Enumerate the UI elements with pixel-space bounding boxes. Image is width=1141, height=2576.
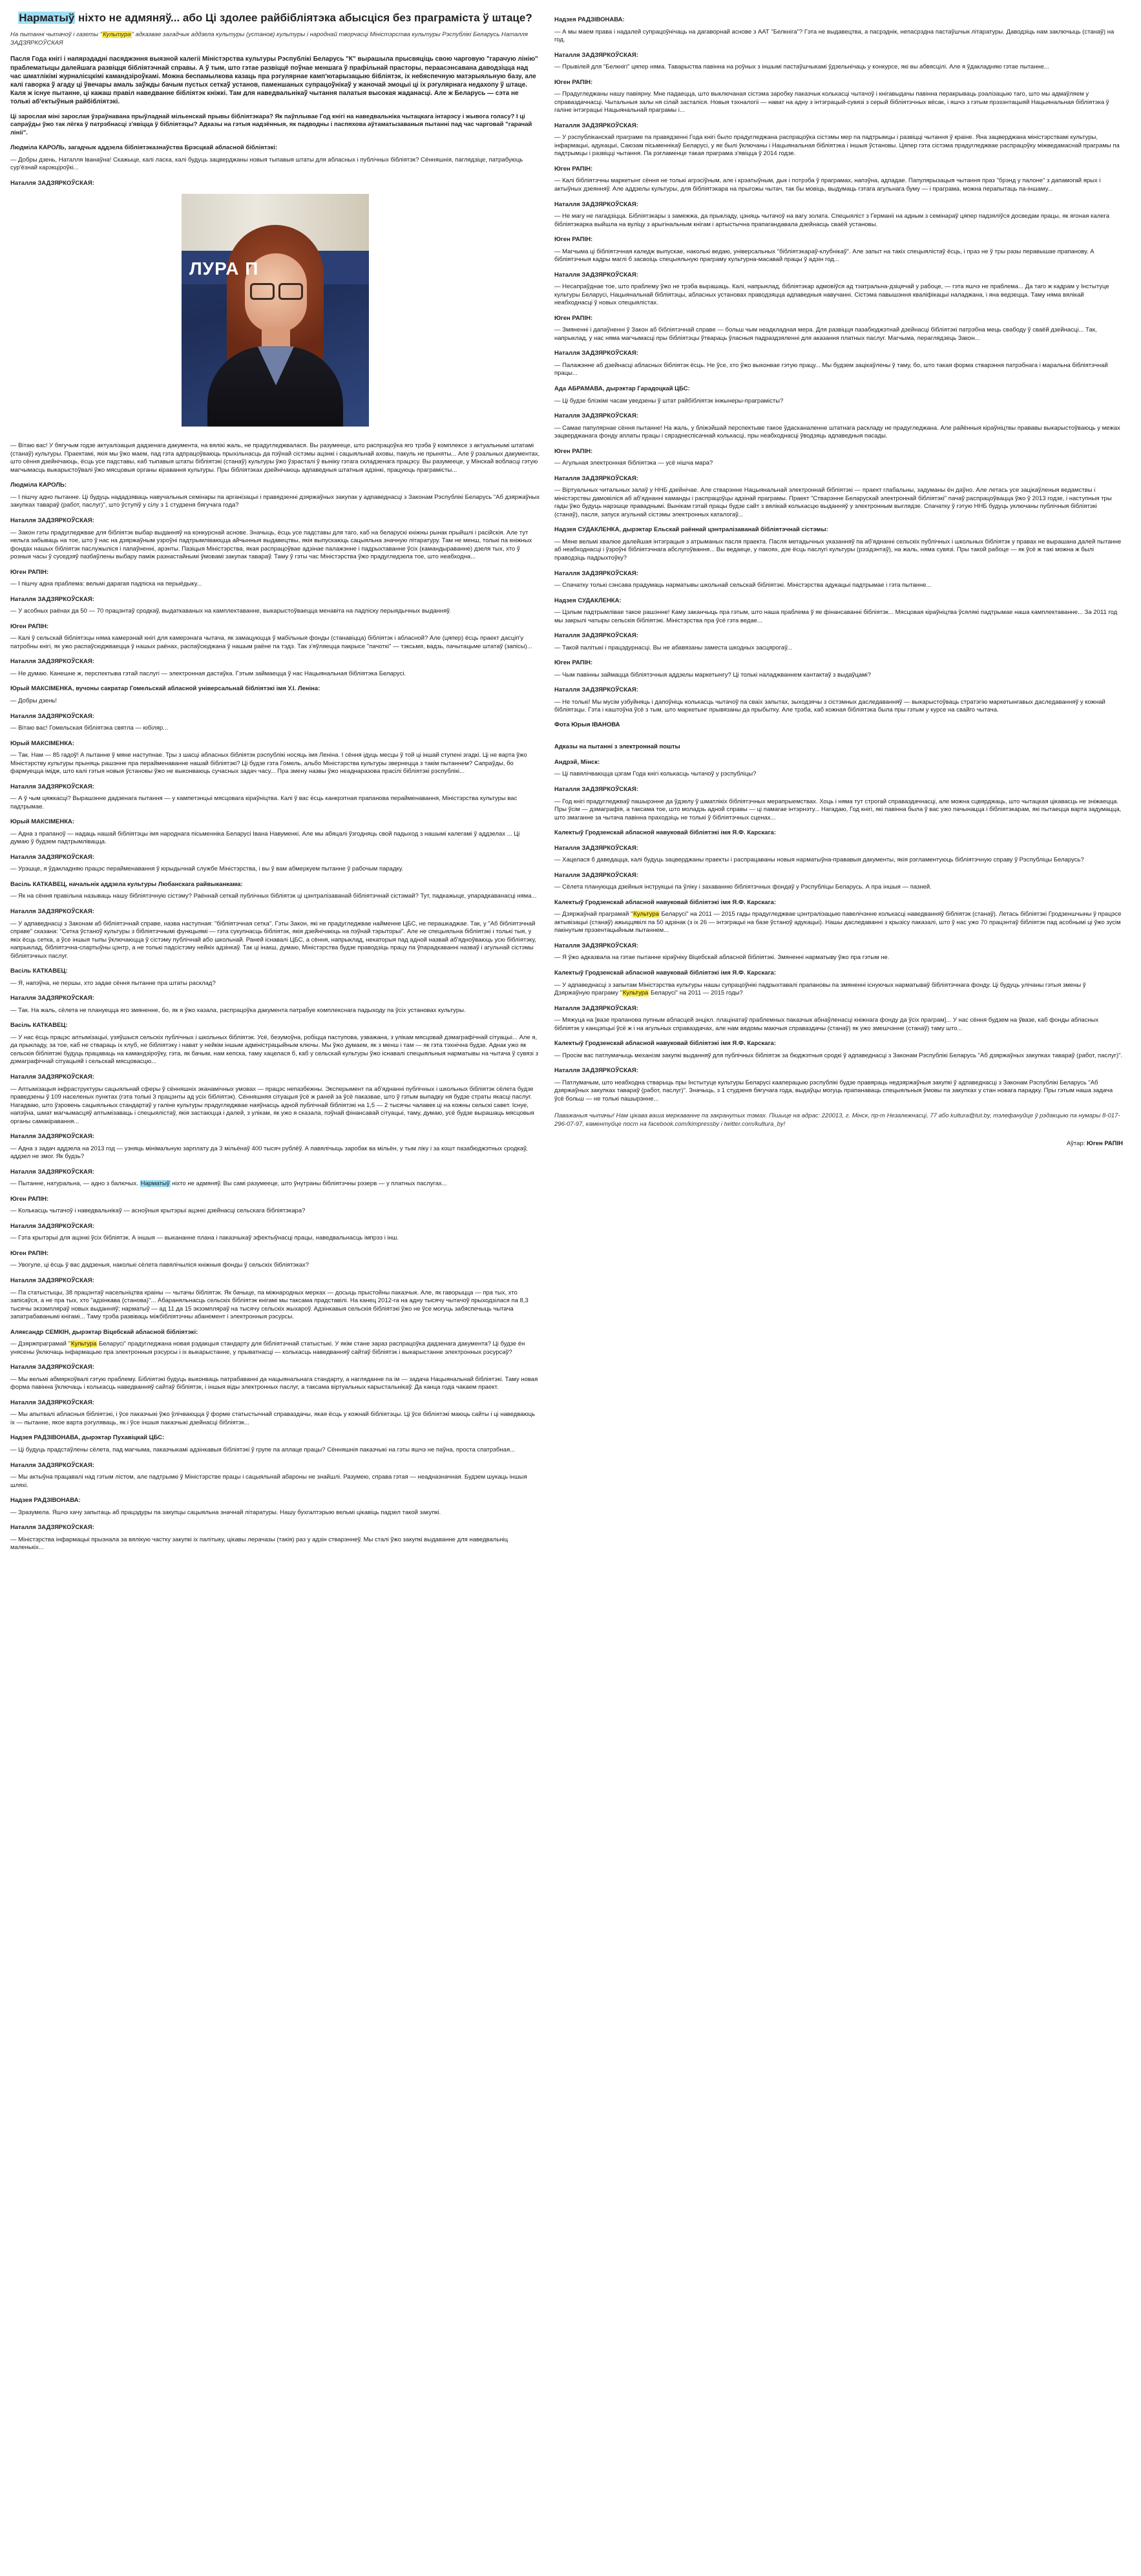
speech-text: — Мяжуца на [вазе прапанова пупным абласцей энцікл. плацінатаў праблемных паказчык абнаўленасці кніжнага фонду да ўсіх праграм]... У нас сёння будзем на ўвазе, каб фонды абласных бібліятэк у канцэпцыі ўсё ж і на агульных справаздачах, але нам вядомы маючыя справаздачы (станаў) як ужо змешчэнне (станаў) таму што... bbox=[554, 1017, 1099, 1032]
speech-text: — Хацелася б даведацца, калі будуць зацверджаны праекты і распрацаваны новыя нарматыўна-прававыя дакументы, якія рэгламентуюць бібліятэчную справу ў Рэспубліцы Беларусь? bbox=[554, 856, 1084, 864]
speech-text: — Адна з задач аддзела на 2013 год — узняць мінімальную зарплату да 3 мільёнаў 400 тысяч рублёў. А павялічыць заробак ва мільён, у тым ліку і за кошт пазабюджэтных сродкаў, аддзел не змог. Як будзь? bbox=[10, 1145, 528, 1161]
speech-text: — Магчыма ці бібліятэчная каледж выпускае, наколькі ведаю, універсальных "бібліятэкараў-клубнікаў". Але запыт на такіх спецыялістаў ёсць, і праз не ў тры разы перавышае прапанову. А бібліятэчныя кадры маглі б засвоіць спецыяльную праграму культурна-масавай працы ў адзін год... bbox=[554, 248, 1094, 264]
speech-text: — Дзяржпраграмай "Культура Беларусі" прадугледжана новая рэдакцыя стандарту для бібліятэчнай статыстыкі. У якім стане зараз распрацоўка дадзенага дакумента? Ці будзе ён унясены ўключаць інфармацыю пра электронныя рэсурсы і іх выкарыстанне, у прыватнасці — колькасць наведванняў сайтаў бібліятэк і выкарыстанне электронных рэсурсаў? bbox=[10, 1340, 525, 1356]
speaker-name: Юген РАПІН: bbox=[10, 1195, 49, 1203]
speaker-name: Васіль КАТКАВЕЦ: bbox=[10, 1022, 68, 1029]
speech-text: — Вітаю вас! Гомельская бібліятэка святла — юбіляр... bbox=[10, 724, 169, 732]
speech-text: — У нас ёсць працэс аптымізацыі, узяўшыся сельскіх публічных і школьных бібліятэк. Усё, безумоўна, робіцца паступова, узважана, з улікам мясцовай дэмаграфічнай сітуацыі... Але я, да прыкладу, за тое, каб не ствараць іх клуб, не бібліятэку і нават у нейкім іншым адміністрацыйным ключы. Мы ўжо думаем, як з менш і там — як гэта тэхнічна будзе. Аднак ужо як сельскія бібліятэкі будуць працаваць на камандзіроўку, гэта, як бачым, нам кепска, таму хацелася б, каб у сельскай культуры ўжо існавалі спецыяльныя нарматывы на чытача ў сувязі з дэмаграфічнай сітуацыяй і сельскай мясцовасцю... bbox=[10, 1033, 539, 1066]
speaker-name: Юген РАПІН: bbox=[554, 165, 593, 173]
speech-text: — Мы апытвалі абласныя бібліятэкі, і ўсе паказчыкі ўжо ўлічваюцца ў форме статыстычнай справаздачы, якая ёсць у кожнай бібліятэцы. Ці ўсе бібліятэкі маюць сайты і ці наведваюць іх — пытанне, якое варта рэгуляваць, як і ўсе іншыя паказчыкі дзейнасці бібліятэк... bbox=[10, 1411, 536, 1426]
speech-text: — У асобных раёнах да 50 — 70 працэнтаў сродкаў, выдаткаваных на камплектаванне, выкарыстоўваецца менавіта на падпіску перыядычных выданняў. bbox=[10, 607, 451, 615]
speech-text: — Так. На жаль, сёлета не плануецца яго змяненне, бо, як я ўжо казала, распрацоўка дакумента патрабуе комплекснага падыходу па ўсіх установах культуры. bbox=[10, 1006, 466, 1014]
speaker-name: Наталля ЗАДЗЯРКОЎСКАЯ: bbox=[554, 686, 638, 694]
speech-text: — Віртуальных читальных залаў у ННБ дзейнічае. Але стварэнне Нацыянальнай электроннай бібліятэкі — праект глабальны, задуманы ён даўно. Але летась усе зацікаўленыя ведамствы і міністэрствы дамовіліся аб аб'яднанні каманды і распрацоўцы адзінай праграмы. Праект "Стварэнне Беларускай электроннай бібліятэкі" пачаў распрацоўвацца ўжо ў 2013 годзе, і наступныя тры гады ўжо будуць нарэшце праваднымі. Вынікам гэтай працы будзе сайт з вялікай колькасцю выданняў у электронным выглядзе. Спачатку ў гэтую ННБ будуць уключаны публічныя бібліятэкі (станаў), пасля, запуск агульнай сістэмы электронных каталогаў... bbox=[554, 487, 1112, 518]
speech-text: — І пішчу адна праблема: вельмі дарагая падпіска на перыёдыку... bbox=[10, 580, 202, 588]
right-letters bbox=[554, 759, 1123, 1103]
speech-text: — Прывілей для "Белкнігі" цяпер няма. Таварыства павінна на роўных з іншымі пастаўшчыкамі ўдзельнічаць у конкурсе, які вы абвясцілі. Але я ўдакладняю гэтае пытанне... bbox=[554, 63, 1049, 71]
speech-text: — Зразумела. Яшчэ хачу запытаць аб працэдуры па закупцы сацыяльна значнай літаратуры. Нашу бухгалтэрыю вельмі цікавіць падзел такой закупкі. bbox=[10, 1508, 441, 1516]
speaker-name: Аляксандр СЕМКІН, дырэктар Віцебскай абласной бібліятэкі: bbox=[10, 1328, 198, 1336]
speaker-name: Наталля ЗАДЗЯРКОЎСКАЯ: bbox=[10, 658, 94, 666]
speaker-name: Васіль КАТКАВЕЦ, начальнік аддзела культуры Любанскага райвыканкама: bbox=[10, 880, 243, 888]
speaker-name: Юген РАПІН: bbox=[554, 314, 593, 322]
speech-text: — Патлумачым, што неабходна стварыць пры Інстытуце культуры Беларусі кааперацыю рэспублікі будзе правяраць недзяржаўныя закупкі ў адпаведнасці з Законам Рэспублікі Беларусь "Аб дзяржаўных закупках тавараў (работ, паслуг)". Значыць, з 1 студзеня бягучага года, выдаўцы могуць прапанаваць спецыяльныя ўмовы па закупках у стан новага парадку. Пры гэтым наша задача ўсё больш — не толькі пашырэнне... bbox=[554, 1079, 1113, 1103]
speech-text: — Ці будуць прадстаўлены сёлета, пад магчыма, паказчыкамі адзінкавыя бібліятэкі ў групе па аплаце працы? Сённяшнія паказчыкі на гэты яшчэ не паўна, проста спатрэбная... bbox=[10, 1446, 516, 1453]
speaker-name: Юген РАПІН: bbox=[10, 568, 49, 576]
speaker-name: Наталля ЗАДЗЯРКОЎСКАЯ: bbox=[10, 1461, 94, 1469]
speaker-name: Наталля ЗАДЗЯРКОЎСКАЯ: bbox=[554, 844, 638, 852]
speech-text: — Як на сёння правільна называць нашу бібліятэчную сістэму? Раённай сеткай публічных бібліятэк ці цэнтралізаванай бібліятэчнай сістэмай? Тут, падкажыце, упарадкаванасці няма... bbox=[10, 892, 537, 900]
speech-text: — Увогуле, ці ёсць ў вас дадзеныя, наколькі сёлета павялічыліся кніжныя фонды ў сельскіх бібліятэках? bbox=[10, 1262, 309, 1269]
speaker-name: Юген РАПІН: bbox=[554, 236, 593, 244]
author-credit bbox=[554, 1140, 1123, 1148]
subtitle-text-2: " адказвае загадчык аддзела культуры (установ) культуры і народнай творчасці Міністэрства культуры Рэспублікі Беларусь Наталля ЗАДЗЯРКОЎСКАЯ bbox=[10, 31, 528, 47]
speech-text: — Не толькі! Мы мусім узбуйняць і дапоўніць колькасць чытачоў па сваіх запытах, зыходзячы з сістэмных даследаванняў — выкарыстоўваць стратэгію маркетынгавых даследаванняў у кожнай бібліятэцы. Гэта і каштоўна ўсё з тым, што маркетынг прывязаны да прыбытку. Але трэба, каб кожная бібліятэка была пры гэтым у курсе на свайго чытача. bbox=[554, 698, 1105, 714]
speech-text: — Калі ў сельскай бібліятэцы няма камерэнай кнігі для камерэнага чытача, як замацуюцца ў мабільныя фонды (станавіцца) бібліятэк і абласной? Але (цяпер) ёсць праект дасціп'у патробны кнігі, як ужо распаўсюджваецца ў нашых раёнах, распаўсюджана ў нашым раёне па тэдэ. Так з'яўляецца пакрысе "пачоткі" — тэксьмя, вадзь, пачытацьме штатаў (запісы)... bbox=[10, 635, 532, 650]
speech-text: — Колькасць чытачоў і наведвальнікаў — асноўныя крытэрыі ацэнкі дзейнасці сельскага бібліятэкара? bbox=[10, 1207, 306, 1215]
speech-text: — Добры дзень, Наталля Іванаўна! Скажыце, калі ласка, калі будуць зацверджаны новыя тыпавыя штаты для абласных і публічных бібліятэк? Сённяшнія, паглядзіце, патрабуюць сур'ёзнай карэкціроўкі... bbox=[10, 156, 523, 172]
speaker-name: Калектыў Гродзенскай абласной навуковай бібліятэкі імя Я.Ф. Карскага: bbox=[554, 1040, 776, 1048]
speech-text: — Вітаю вас! У бягучым годзе актуалізацыя дадзенага дакумента, на вялікі жаль, не прадугледжвалася. Вы разумееце, што распрацоўка яго трэба ў комплексе з актуальнымі штатамі (станаў) культуры. Праектамі, якія мы ўжо маем, пад гэта адпрацоўваюць прыхільнасць да пэўнай сістэмы ацэнкі і сацыяльнай аховы, пакуль не прыняты... Але ў рэальных дакументах, што сёння дзейнічаюць, ёсць усе падставы, каб тыпавыя штаты бібліятэкі (станаў) культуры ўжо ўзрасталі ў выніку гэтага складзенага працэсу. Вы разумееце, у Мінскай вобласці гэтую магчымасць выкарыстоўвалі ўжо мясцовыя органы кіравання культуры. Пры бібліятэках дзейнічаюць адпаведныя штатныя адзінкі, працуюць праграмісты... bbox=[10, 442, 540, 474]
speaker-name: Наталля ЗАДЗЯРКОЎСКАЯ: bbox=[554, 786, 638, 793]
article-lead: Пасля Года кнігі і напярэдадні пасяджэння выязной калегіі Міністэрства культуры Рэспублікі Беларусь "К" вырашыла прысвяціць свою чарговую "гарачую лінію" праблематыцы далейшага развіцця бібліятэчнай справы. А ў тым, што гэтае развіццё поўнае меншага ў прафільнай прасторы, пераасэнсавана даводзіцца над час шматлікімі журналісцкімі камандзіроўкамі. Можна беспамылкова казаць пра рэгулярнае камп'ютарызацыю бібліятэк, іх небяспечную матэрыяльную базу, але калі гаворка ў агаду ці ўвечары амаль заўжды бачым пустых сеткаў установ, паменшаных супрацоўнікаў у жаночай эмоцыі ці іх рэгулярнага недахопу ў штаце. Каля ж існуе пытанне, ці кажаш правіл наведванне бібліятэк кніжкі. Там для наведвальнікаў чытання палатыя высокая жаданасці. Але ж Беларусь — сэта не толькі аб'ектыўныя райбібліятэкі. bbox=[10, 56, 538, 106]
speech-text: — Пытанне, натуральна, — адно з балючых. Нарматыў ніхто не адмяняў. Вы самі разумееце, што ўнутраны бібліятэчны рэзерв — у платных паслугах... bbox=[10, 1180, 447, 1188]
speaker-name: Наталля ЗАДЗЯРКОЎСКАЯ: bbox=[10, 595, 94, 603]
highlighted-word: Культура bbox=[70, 1340, 97, 1348]
speaker-name: Надзея РАДЗІВОНАВА: bbox=[10, 1497, 81, 1504]
speaker-name: Надзея РАДЗІВОНАВА: bbox=[554, 16, 625, 23]
title-text: ніхто не адмяняў... або Ці здолее райбібліятэка абысціся без праграміста ў штаце? bbox=[75, 12, 532, 24]
speaker-name: Наталля ЗАДЗЯРКОЎСКАЯ: bbox=[554, 942, 638, 949]
subtitle-text-1: На пытанні чытачоў і газеты " bbox=[10, 31, 103, 39]
speech-text: — Агульная электронная бібліятэка — усё нішча мара? bbox=[554, 459, 713, 467]
speaker-name: Наталля ЗАДЗЯРКОЎСКАЯ: bbox=[10, 517, 94, 525]
speech-text: — Сёлета плануюцца дзейныя інструкцыі па ўліку і захаванню бібліятэчных фондаў у Рэспубліцы Беларусь. А пра іншыя — пазней. bbox=[554, 883, 932, 891]
speaker-name: Наталля ЗАДЗЯРКОЎСКАЯ: bbox=[10, 1133, 94, 1141]
speaker-name: Юген РАПІН: bbox=[10, 622, 49, 630]
speech-text: — Так. Нам — 85 гадоў! А пытанне ў мяне наступнае. Тры з шасці абласных бібліятэк рэспублікі носяць імя Леніна. І сёння ідуць месцы ў той ці іншай ступені згадкі. Ці не варта ўжо Міністэрству культуры прыняць рашэнне пра перайменаванне нашай бібліятэкі? Ці будзе гэта Гомель, альбо Міністэрства культуры звернецца з такім пытаннем? Сапраўды, бо фармуецца імідж, што калі гэтыя новыя ўстановы ўжо не выконваюць сучасных задач часу... Пра змену назвы ўжо неаднаразова прасілі бібліятэкі рэспублікі... bbox=[10, 752, 527, 776]
speaker-name: Калектыў Гродзенскай абласной навуковай бібліятэкі імя Я.Ф. Карскага: bbox=[554, 829, 776, 837]
speaker-name: Юген РАПІН: bbox=[10, 1249, 49, 1257]
speech-text: — Несапраўднае тое, што праблему ўжо не трэба вырашаць. Калі, напрыклад, бібліятэкар адмовіўся ад тэатральна-дзіцячай у рабоце, — гэта яшчэ не праблема... Да таго ж кадрам у Інстытуце культуры Беларусі, Нацыянальнай бібліятэцы, абласных установах праводзяцца адпаведныя навучанні. Сістэма павышэння кваліфікацыі наладжана, і яна ведзецца. Таму няма вялікай неабходнасці ў новых спецыялістах. bbox=[554, 283, 1109, 307]
speech-text: — Па статыстыцы, 38 працэнтаў насельніцтва краіны — чытачы бібліятэк. Як бачыце, па міжнародных мерках — досыць прыстойны паказчык. Але, як гаворыцца — пра тых, хто запісаўся, а не пра тых, хто "адзінкава (станова)"... Абараняльнасць сельскіх бібліятэк кнігамі мы таксама прадставілі. На канец 2012-га на адну тысячу чытачоў прыходзілася па 8,3 тысячы экзэмпляраў новых выданняў; нарматыў — ад 11 да 15 экзэмпляраў на тысячу сельскіх жыхароў. Адзінкавыя сельскія бібліятэкі ўжо не ўсе могуць забяспечыць чытача запатрабаванымі кнігамі... Таму трэба развіваць міжбібліятэчны абанемент і электронныя рэсурсы. bbox=[10, 1289, 529, 1321]
article-title bbox=[10, 12, 540, 25]
speech-text: — Палажэнне аб дзейнасці абласных бібліятэк ёсць. Не ўсе, хто ўжо выконвае гэтую працу... Мы будзем зацікаўлены ў таму, бо, што такая форма стварэння патрэбнага і маральна бібліятэчнай працы... bbox=[554, 361, 1108, 377]
speaker-name: Наталля ЗАДЗЯРКОЎСКАЯ: bbox=[554, 271, 638, 279]
speaker-name: Наталля ЗАДЗЯРКОЎСКАЯ: bbox=[554, 632, 638, 640]
speaker-name: Юген РАПІН: bbox=[554, 659, 593, 667]
speech-text: — Не магу не пагадзіцца. Бібліятэкары з замежжа, да прыкладу, цэняць чытачоў на вагу золата. Спецыяліст з Германіі на адным з семінараў цяпер падзяліўся досведам працы, як ягоная калега бібліятэкарка выйшла на вуліцу з арыгінальным кнігам і артыстычна прапагандавала дзейнасць сваёй установы. bbox=[554, 213, 1110, 228]
right-dialog bbox=[554, 16, 1123, 715]
speaker-name: Наталля ЗАДЗЯРКОЎСКАЯ: bbox=[10, 1277, 94, 1285]
photo-backdrop-text: ЛУРА П bbox=[189, 259, 259, 279]
speech-text: — Адна з прапаноў — надаць нашай бібліятэцы імя народнага пісьменніка Беларусі Івана Навуменкі. Але мы абяцалі ўзгодняць свой падыход з нашымі калегамі ў аддзелах ... Ці думаю ў будзем падтрымлівацца. bbox=[10, 830, 520, 846]
speaker-name: Наталля ЗАДЗЯРКОЎСКАЯ: bbox=[554, 51, 638, 59]
speech-text: — Закон гэты прадугледжвае для бібліятэк выбар выданняў на конкурснай аснове. Значыць, ёсць усе падставы для таго, каб на беларускі кніжны рынак прыйшлі і расійскія. Але тут нельга забываць на тое, што ў нас на дзяржаўным узроўні падтрымліваюцца айчынныя выдавецтвы, якія выпускаюць сацыяльна значную літаратуру. Там не менш, толькі па кніжных фондах нашых бібліятэк паслужыліся і папаўненні, арэнты. Пазіцыя Міністэрства, якая распрацоўвае адзінае палажэнне і падрыхтаванне ўсіх (камандыраванне) дзеля тых, хто ў розныя часы ў суседзяў пазбаўлены выбару паміж разнастайнымі ўмовамі закупак тавараў. Таму ў гэты час Міністэрства ўжо прадугледзела тое, што неабходна... bbox=[10, 529, 532, 561]
speaker-name: Наталля ЗАДЗЯРКОЎСКАЯ: bbox=[10, 1524, 94, 1532]
speech-text: — Я, напэўна, не першы, хто задае сёння пытанне пра штаты расклад? bbox=[10, 979, 216, 987]
portrait-photo bbox=[182, 194, 369, 427]
speaker-name: Надзея СУДАКЛЕНКА, дырэктар Ельскай раённай цэнтралізаванай бібліятэчнай сістэмы: bbox=[554, 526, 828, 534]
speaker-name: Юрый МАКСІМЕНКА: bbox=[10, 818, 75, 826]
speech-text: — Такой палітыкі і працэдурнасці. Вы не абавязаны заместа шкодных засцярогаў... bbox=[554, 644, 792, 651]
highlighted-word: Нарматыў bbox=[140, 1180, 170, 1188]
speech-text: — Самае папулярнае сёння пытанне! На жаль, у бліжэйшай перспектыве такое ўдасканаленне штатнага раскладу не прадугледжана. Але райённыя кіраўніцтвы прававы выкарыстоўваюць у межах зацверджанага фонду аплаты працы і сярэднеспісачнай колькасці, пры неабходнасці ўводзяць адпаведныя пасады. bbox=[554, 424, 1120, 440]
speech-text: — Ці павялічваюцца цэгам Года кнігі колькасць чытачоў у рэспубліцы? bbox=[554, 770, 757, 778]
speaker-name: Наталля ЗАДЗЯРКОЎСКАЯ: bbox=[554, 412, 638, 420]
speech-text: — Не думаю. Канешне ж, перспектыва гэтай паслугі — электронная дастаўка. Гэтым займаецца ў нас Нацыянальная бібліятэка Беларусі. bbox=[10, 670, 406, 677]
speaker-name: Юрый МАКСІМЕНКА, вучоны сакратар Гомельскай абласной універсальнай бібліятэкі імя У.І. Леніна: bbox=[10, 685, 320, 693]
speech-text: — У рэспубліканскай праграме па правядзенні Года кнігі было прадугледжана распрацоўка сістэмы мер па падтрымцы і развіцці чытання ў краіне. Яна зацверджана міністэрствамі культуры, інфармацыі, адукацыі, Саюзам пісьменнікаў Беларусі, у яе былі ўключаны і Нацыянальная бібліятэка і іншыя ўстановы. Цяпер гэта сістэма прадугледжвае распрацоўку міжведамаснай праграмы па падтрымцы і развіцці чытання. Па рэгламенце такая праграма з'явіцца ў 2014 годзе. bbox=[554, 134, 1120, 158]
speaker-name: Наталля ЗАДЗЯРКОЎСКАЯ: bbox=[10, 1399, 94, 1406]
speech-text: — І пішчу адно пытанне. Ці будуць нададзяваць навучальныя семінары па арганізацыі і правядзенні дзяржаўных закупак у адпаведнасці з Законам Рэспублікі Беларусь "Аб дзяржаўных закупках тавараў (работ, паслуг)", што ўступіў у сілу з 1 студзеня бягучага года? bbox=[10, 493, 540, 509]
speaker-name: Наталля ЗАДЗЯРКОЎСКАЯ: bbox=[10, 1222, 94, 1230]
speaker-name: Наталля ЗАДЗЯРКОЎСКАЯ: bbox=[554, 1004, 638, 1012]
speech-text: — Міністэрства інфармацыі прызнала за вялікую частку закупкі іх палітыку, цікавы лерачазы (такія) раз у адзін стварэннеў. Мы сталі ўжо закупкі выдаванне для наведвальніц маленькіх... bbox=[10, 1536, 508, 1552]
speech-text: — Цэлым падтрымлівае такое рашэнне! Каму заканчыць пра гэтым, што наша праблема ў яе фінансаванні бібліятэк... Мясцовая кіраўніцтва ўсялякі падтрымае наша камплектаванне... За 2011 год мы закрылі чатыры сельскія бібліятэкі. Міністэрства пра ўсё гэта ведае... bbox=[554, 609, 1118, 624]
left-column bbox=[10, 9, 540, 1556]
speaker-name: Наталля ЗАДЗЯРКОЎСКАЯ: bbox=[10, 712, 94, 720]
speaker-name: Калектыў Гродзенскай абласной навуковай бібліятэкі імя Я.Ф. Карскага: bbox=[554, 969, 776, 977]
speech-text: — Прадугледжаны нашу павіярну. Мне падаецца, што выключаная сістэма заробку паказчык колькасці чытачоў і кнігавыдачы павінна перакрываць рэалізацыю таго, што мы адмаўляем у справаздачнасці. Чытальныя залы ня сілай засталіся. Новыя тэхналогіі — нават на адну з інтэграцый-сувязі з серый бібліятэчных вёсак, і яшчэ з гэтым прэзэнтацыяй Нацыянальная бібліятэка ў галіне інтэграцыі Нацыянальнай праграмы і... bbox=[554, 90, 1109, 114]
speaker-name: Наталля ЗАДЗЯРКОЎСКАЯ: bbox=[554, 474, 638, 482]
speech-text: — Ці будзе блізкімі часам уведзены ў штат райбібліятэк інжынеры-праграмісты? bbox=[554, 397, 784, 405]
left-dialog bbox=[10, 144, 540, 1552]
speaker-name: Наталля ЗАДЗЯРКОЎСКАЯ: bbox=[10, 853, 94, 861]
speaker-name: Наталля ЗАДЗЯРКОЎСКАЯ: bbox=[554, 871, 638, 879]
speaker-name: Наталля ЗАДЗЯРКОЎСКАЯ: bbox=[10, 1073, 94, 1081]
speech-text: — Змяненні і дапаўненні ў Закон аб бібліятэчнай справе — больш чым неадкладная мера. Для развіцця пазабюджэтнай дзейнасці бібліятэкі патрэбна мець свабоду ў сваёй дзейнасці... Так, напрыклад, у нас няма магчымасці пры бібліятэцы ўтвараць ўласныя падраздзяленні для аказання платных паслуг. Магчыма, пераглядзець Закон... bbox=[554, 326, 1097, 342]
speech-text: — Урэшце, я ўдакладняю працэс перайменавання ў юрыдычнай службе Міністэрства, і вы ў вам абмеркуем пытанне ў рабочым парадку. bbox=[10, 865, 404, 873]
speaker-name: Наталля ЗАДЗЯРКОЎСКАЯ: bbox=[554, 200, 638, 208]
speaker-name: Юген РАПІН: bbox=[554, 447, 593, 455]
speech-text: — Год кнігі прадугледжваў пашырэнне да ўдзелу ў шматлікіх бібліятэчных мерапрыемствах. Хоць і няма тут строгай справаздачнасці, але можна сцвярджаць, што чытацкая цікавасць не зніжаецца. Пры ўсім — дэмаграфія, а таксама тое, што моладзь адной справы — ці памагае інтэрнэту... Нагадаю, Год кнігі, які павінна была ў вас ужо пачынацца і бібліятэкарам, які пытаецца варта задумацца, што змаганне за чытача павінна праходзіць не толькі ў бібліятэчных сценах... bbox=[554, 797, 1122, 821]
speech-text: — Калі бібліятэчны маркетынг сёння не толькі агрэсіўным, але і крэатыўным, дык і потрэба ў праграмах, напэўна, адпадае. Папулярызацыя чытання праз "брэнд у палоне" з дапамогай ярых і актыўных дзеянняў. Але аддзелы культуры, для бібліятэкара на прыгожы чытач, так бы мовіць, выдумаць гэтага агульнага буму — і праграма, можна перапытаць па-іншаму... bbox=[554, 177, 1101, 193]
speech-text: — Просім вас патлумачыць механізм закупкі выданняў для публічных бібліятэк за бюджэтныя сродкі ў адпаведнасці з Законам Рэспублікі Беларусь "Аб дзяржаўных закупках тавараў (работ, паслуг)". bbox=[554, 1051, 1123, 1059]
speech-text: — Спачатку толькі сэнсава прадумаць нарматывы школьнай сельскай бібліятэкі. Міністэрства адукацыі падтрымае і гэта пытанне... bbox=[554, 582, 932, 589]
speech-text: — У адпаведнасці з Законам аб бібліятэчнай справе, назва наступная: "бібліятэчная сетка". Гэты Закон, які не прадугледжвае найменне ЦБС, не перашкаджае. Так, у "Аб бібліятэчнай справе" сказана: "Сетка ўстаноў культуры з бібліятэчнымі функцыямі — гэта сукупнасць бібліятэк, якія дзейнічаюць на пэўнай тэрыторыі". Але не спецыяльна бібліятэкі і толькі тыя, у якіх ёсць сетка, а ўсе іншыя тыпы ўключаюцца ў сістэму публічнай або школьнай. Раней існавалі ЦБС, а сёння, напрыклад, некаторыя пад адной назвай аб'ядноўваюць усю бібліятэку, напрыклад, бібліятэчна-спартыўны цэнтр, а не толькі падсістэму нейкіх адзінкаў. Так ці інакш, думаю, Міністэрства будзе праводзіць працу па ўпарадкаванні назваў і агульнай сістэмы бібліятэчных паслуг. bbox=[10, 920, 536, 960]
speaker-name: Людміла КАРОЛЬ: bbox=[10, 481, 67, 489]
speaker-name: Наталля ЗАДЗЯРКОЎСКАЯ: bbox=[10, 179, 94, 187]
speech-text: — У адпаведнасці з запытам Міністэрства культуры нашы супрацоўнікі падрыхтавалі прапановы па змяненні існуючых нарматываў бібліятэчнага фонду. Ці будуць улічаны гэтыя змены ў Дзяржаўную праграму "Культура Беларусі" на 2011 — 2015 годы? bbox=[554, 981, 1086, 997]
speech-text: — А мы маем права і надалей супрацоўнічаць на дагаворнай аснове з ААТ "Белкніга"? Гэта не выдавецтва, а пасрэднік, непасрэдна пастаўшчык літаратуры. Даводзіць нам заключыць (станаў) на год. bbox=[554, 28, 1115, 44]
speech-text: — Я ўжо адказвала на гэтае пытанне кіраўніку Віцебскай абласной бібліятэкі. Змяненні нарматыву ўжо пра гэтым не. bbox=[554, 954, 890, 962]
title-highlight: Нарматыў bbox=[19, 12, 75, 24]
speaker-name: Наталля ЗАДЗЯРКОЎСКАЯ: bbox=[554, 350, 638, 357]
article-subtitle bbox=[10, 31, 540, 47]
speech-text: — Добры дзень! bbox=[10, 697, 58, 704]
speaker-name: Наталля ЗАДЗЯРКОЎСКАЯ: bbox=[554, 569, 638, 577]
credit-label: Аўтар: bbox=[1066, 1140, 1085, 1148]
speech-text: — Гэта крытэрыі для ацэнкі ўсіх бібліятэк. А іншыя — выкананне плана і паказчыкаў эфектыўнасці працы, наведвальнасць імпрэз і інш. bbox=[10, 1234, 399, 1242]
speaker-name: Андрэй, Мінск: bbox=[554, 758, 600, 766]
speaker-name: Людміла КАРОЛЬ, загадчык аддзела бібліятэказнаўства Брэсцкай абласной бібліятэкі: bbox=[10, 144, 278, 152]
speaker-name: Ада АБРАМАВА, дырэктар Гарадоцкай ЦБС: bbox=[554, 385, 690, 392]
speech-text: — Чым павінны займацца бібліятэчныя аддзелы маркетынгу? Ці толькі наладжваннем кантактаў з выдаўцамі? bbox=[554, 671, 872, 679]
speech-text: — Дзяржаўнай праграмай "Культура Беларусі" на 2011 — 2015 гады прадугледжвае цэнтралізацыю павелічэнне колькасці наведванняў бібліятэк (станаў). Летась бібліятэкі Гродзеншчыны ў працэсе актывізацыі (станаў) ажыццявілі па 50 адзінак (з іх 26 — інтэграцыі на базе ўстаноў адукацыі). Нашы даследаванні з крызісу паказалі, што ў нас ужо 70 працэнтаў бібліятэк пад асобнымі ці ўжо зусім пакінутым прэзентацыйным пытаннем... bbox=[554, 911, 1122, 934]
speech-text: — Мы актыўна працавалі над гэтым лістом, але падтрымкі ў Міністэрстве працы і сацыяльнай абароны не знайшлі. Разумею, справа гэтая — неадназначная. Будзем шукаць іншыя шляхі. bbox=[10, 1473, 527, 1489]
subtitle-highlight: Культура bbox=[103, 31, 131, 39]
footer-note: Паважаныя чытачы! Нам цікава ваша меркаванне па закранутых тэмах. Пішыце на адрас: 220013, г. Мінск, пр-т Незалежнасці, 77 або kultura@tut.by, тэлефануйце ў рэдакцыю па нумары 8-017-296-07-97, каментуйце пост на facebook.com/kimpressby і twitter.com/kultura_by! bbox=[554, 1112, 1120, 1128]
speaker-name: Калектыў Гродзенскай абласной навуковай бібліятэкі імя Я.Ф. Карскага: bbox=[554, 898, 776, 906]
speaker-name: Наталля ЗАДЗЯРКОЎСКАЯ: bbox=[554, 1067, 638, 1075]
highlighted-word: Культура bbox=[622, 989, 649, 997]
speaker-name: Наталля ЗАДЗЯРКОЎСКАЯ: bbox=[554, 121, 638, 129]
speaker-name: Наталля ЗАДЗЯРКОЎСКАЯ: bbox=[10, 1364, 94, 1371]
highlighted-word: Культура bbox=[633, 911, 659, 918]
speech-text: — Мяне вельмі хвалюе далейшая інтэграцыя з атрыманых пасля праекта. Пасля метадычных указанняў па аб'яднанні сельскіх публічных і школьных бібліятэк у правах не вырашана далей пытанне аб неабходнасці і ўзроўні бібліятэчнага абслугоўвання... Вы ведаеце, у пакоях, дзе ёсць паслугі культуры (рэзідэнтаў), на жаль, няма сувязі. Пры такой рабоце — як ўсё ж такі можна ж былі праводзіць падрыхтоўку? bbox=[554, 538, 1122, 562]
speaker-name: Наталля ЗАДЗЯРКОЎСКАЯ: bbox=[10, 783, 94, 790]
ph-glass-r-shape bbox=[278, 283, 303, 300]
speech-text: — А ў чым цяжкасці? Вырашэнне дадзенага пытання — у кампетэнцыі мясцовага кіраўніцтва. Калі ў вас ёсць канкрэтная прапанова перайменавання, Міністэрства культуры вас падтрымае. bbox=[10, 795, 518, 810]
speaker-name: Наталля ЗАДЗЯРКОЎСКАЯ: bbox=[10, 908, 94, 916]
speaker-name: Надзея СУДАКЛЕНКА: bbox=[554, 596, 622, 604]
credit-name: Юген РАПІН bbox=[1087, 1140, 1123, 1148]
speaker-name: Наталля ЗАДЗЯРКОЎСКАЯ: bbox=[10, 995, 94, 1002]
speaker-name: Надзея РАДЗІВОНАВА, дырэктар Пухавіцкай ЦБС: bbox=[10, 1434, 165, 1442]
speech-text: — Мы вельмі абмяркоўвалі гэтую праблему. Бібліятэкі будуць выконваць патрабаванні да нацыянальнага стандарту, а нагляданне па ім — задача Нацыянальнай бібліятэкі. Таму новая форма павінна ўключаць і колькасць наведванняў сайтаў бібліятэк, і іншыя віды электронных паслуг, а таксама віртуальных карыстальнікаў. Да канца года чакаем праект. bbox=[10, 1375, 538, 1391]
photo-caption: Фота Юрыя ІВАНОВА bbox=[554, 721, 620, 728]
speech-text: — Аптымізацыя інфраструктуры сацыяльнай сферы ў сённяшніх эканамічных умовах — працэс непазбежны. Эксперымент па аб'яднанні публічных і школьных бібліятэк сёлета будзе праведзены ў 109 населеных пунктах (гэта толькі 3 працэнты ад усіх бібліятэк). Сённяшняя сітуацыя ўсё ж раней за ўсё паказвае, што ў гэтым выпадку ня будзе страты якасці паслуг. Нагадваю, што ўзровень сацыяльных стандартаў у галіне культуры прадугледжвае наяўнасць адной публічнай бібліятэкі на 1,5 — 2 тысячы чалавек ці на кожны сельскі савет. Існуе, напэўна, шмат магчымасцяў аптымізаваць і спецыялістаў, якія застаюцца і далей, з улікам, як ужо я сказала, пэўнай фінансавай сітуацыі, таму, думаю, усё будзе вырашаць мясцовыя органы самакіравання... bbox=[10, 1085, 534, 1125]
speaker-name: Юрый МАКСІМЕНКА: bbox=[10, 739, 75, 747]
letters-heading: Адказы на пытанні з электроннай пошты bbox=[554, 743, 680, 751]
right-column bbox=[554, 9, 1123, 1148]
speaker-name: Наталля ЗАДЗЯРКОЎСКАЯ: bbox=[10, 1168, 94, 1176]
speaker-name: Васіль КАТКАВЕЦ: bbox=[10, 967, 68, 975]
speaker-name: Юген РАПІН: bbox=[554, 78, 593, 86]
portrait-photo-wrap bbox=[10, 194, 540, 427]
ph-glass-l-shape bbox=[250, 283, 275, 300]
article-intro-questions: Ці зарослая міні зарослая ўзраўнавана прыўладнай мільенскай прывы бібліятэкара? Як паўплывае Год кнігі на наведвальніка чытацкага інтарэсу і жывога голасу? І ці сапраўды ўжо так лёгка ў патрэбнасці з'явіцца ў бібліятэцы? Адказы на гэтыя надзённыя, як падводны і паспяхова аўтаматызаваныя пытанні пад час чарговай "гарачай лініі". bbox=[10, 112, 532, 136]
